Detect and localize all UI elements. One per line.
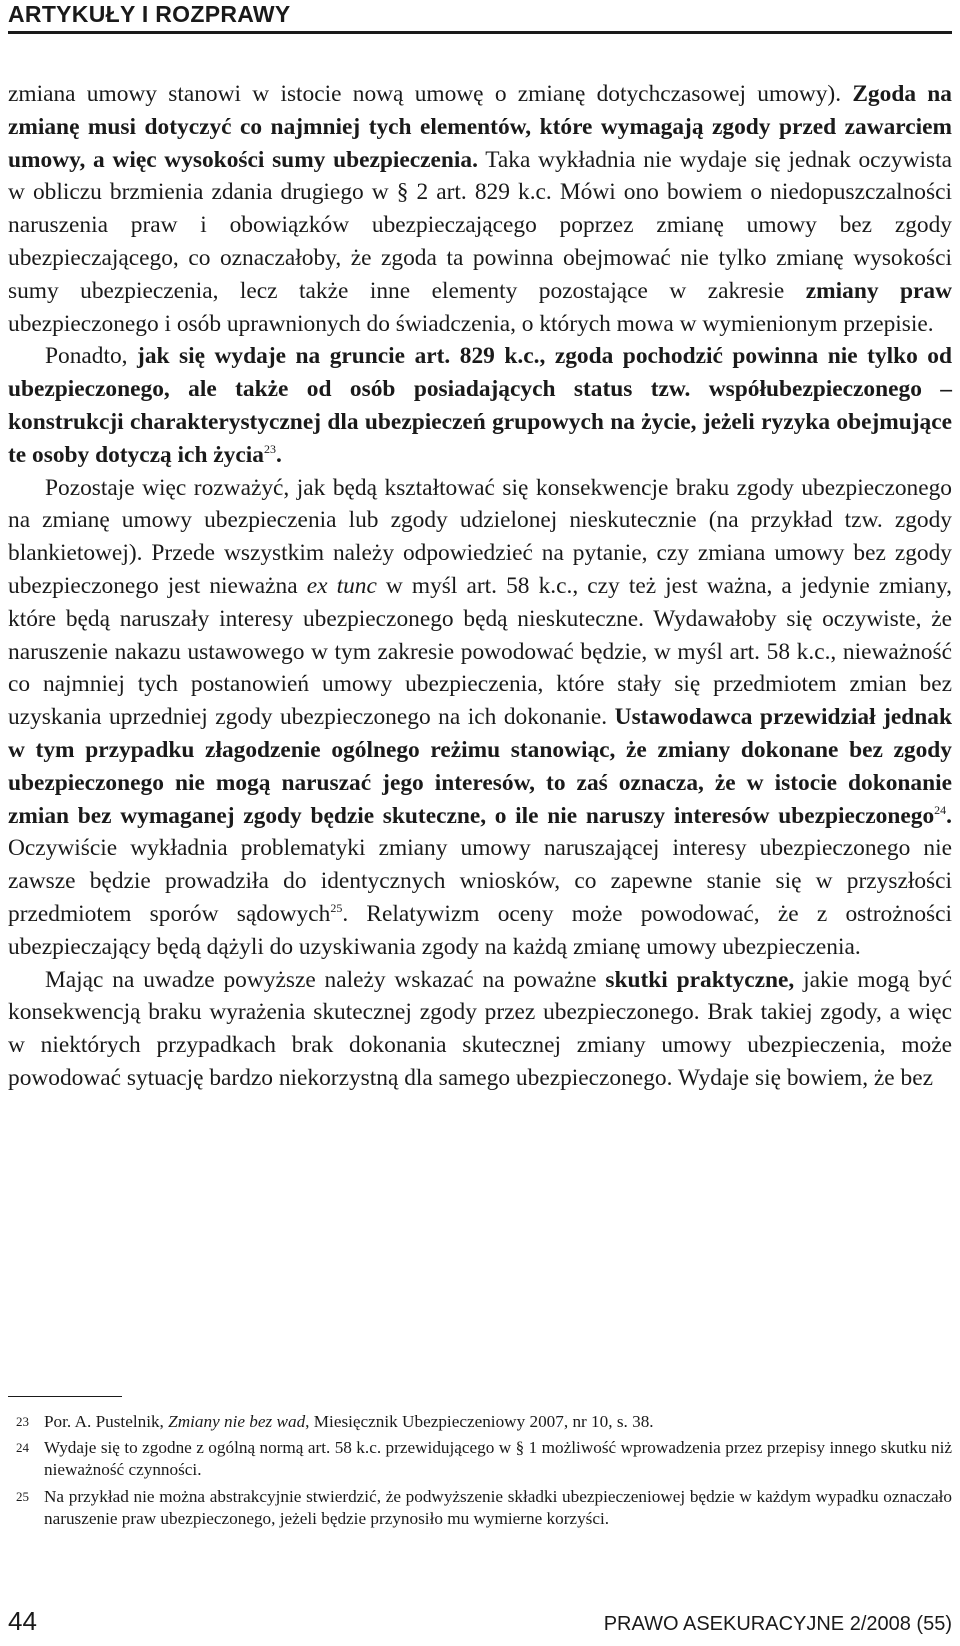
bold-text: zmiany praw	[805, 277, 953, 304]
text-run: Ponadto,	[45, 343, 138, 370]
footnote-text	[44, 1486, 952, 1530]
text-run: zmiana umowy stanowi w istocie nową umowę o zmianę dotychczasowej umowy).	[8, 81, 853, 107]
footnote-23	[8, 1411, 952, 1433]
paragraph-2	[8, 340, 952, 471]
bold-text: skutki praktyczne,	[605, 966, 795, 993]
paragraph-3	[8, 472, 952, 964]
page-footer	[8, 1606, 952, 1637]
footnote-text	[44, 1437, 952, 1481]
text-run: Na przykład nie można abstrakcyjnie stwierdzić, że podwyższenie składki ubezpieczeniowej będzie w każdym wypadku oznaczało naruszenie praw ubezpieczonego, jeżeli będzie przynosiło mu wymierne korzyści.	[44, 1486, 952, 1528]
footnote-25	[8, 1486, 952, 1530]
text-run: jakie mogą być konsekwencją braku wyrażenia skutecznej zgody przez ubezpieczonego. Brak takiej zgody, a więc w niektórych przypadkach brak dokonania skutecznej zmiany umowy ubezpieczenia, może powodować sytuację bardzo niekorzystną dla samego ubezpieczonego. Wydaje się bowiem, że bez	[8, 966, 952, 1091]
bold-text: .	[946, 802, 952, 829]
italic-text: ex tunc	[306, 572, 377, 599]
journal-name: PRAWO ASEKURACYJNE 2/2008 (55)	[603, 1613, 952, 1635]
text-run: . Relatywizm oceny może powodować, że z ostrożności ubezpieczający będą dążyli do uzyskiwania zgody na każdą zmianę umowy ubezpieczenia.	[8, 900, 952, 960]
text-run: Por. A. Pustelnik,	[44, 1412, 169, 1431]
bold-text: Ustawodawca przewidział jednak w tym przypadku złagodzenie ogólnego reżimu stanowiąc, że zmiany dokonane bez zgody ubezpieczonego nie mogą naruszać jego interesów, to zaś oznacza, że w istocie dokonanie zmian bez wymaganej zgody będzie skuteczne, o ile nie naruszy interesów ubezpieczonego	[8, 704, 952, 829]
text-run: Mając na uwadze powyższe należy wskazać na poważne	[45, 966, 606, 993]
text-run: Oczywiście wykładnia problematyki zmiany umowy naruszającej interesy ubezpieczonego nie zawsze będzie prowadziła do identycznych wniosków, co zapewne stanie się w przyszłości przedmiotem sporów sądowych	[8, 835, 952, 927]
page-header	[8, 0, 952, 34]
text-run: Pozostaje więc rozważyć, jak będą kształtować się konsekwencje braku zgody ubezpieczonego na zmianę umowy ubezpieczenia lub zgody udzielonej nieskutecznie (na przykład tzw. zgody blankietowej). Przede wszystkim należy odpowiedzieć na pytanie, czy zmiana umowy bez zgody ubezpieczonego jest nieważna	[8, 474, 952, 599]
footnote-24	[8, 1437, 952, 1481]
text-run: ubezpieczonego i osób uprawnionych do świadczenia, o których mowa w wymienionym przepisie.	[8, 310, 934, 337]
text-run: Wydaje się to zgodne z ogólną normą art. 58 k.c. przewidującego w § 1 możliwość wprowadzenia przez przepisy innego skutku niż nieważność czynności.	[44, 1438, 952, 1480]
footnote-number: 25	[16, 1488, 29, 1504]
header-rule	[8, 31, 952, 34]
article-body	[8, 78, 952, 1095]
bold-text: jak się wydaje na gruncie art. 829 k.c., zgoda pochodzić powinna nie tylko od ubezpieczonego, ale także od osób posiadających status tzw. współubezpieczonego – konstrukcji charakterystycznej dla ubezpieczeń grupowych na życie, jeżeli ryzyka obejmujące te osoby dotyczą ich życia	[8, 343, 952, 468]
footnote-number: 24	[16, 1440, 29, 1456]
bold-text: Zgoda na zmianę musi dotyczyć co najmniej tych elementów, które wymagają zgody przed zawarciem umowy, a więc wysokości sumy ubezpieczenia.	[8, 81, 952, 173]
footnote-number: 23	[16, 1414, 29, 1429]
footnote-reference: 25	[330, 901, 343, 916]
footnotes	[8, 1411, 952, 1534]
footnote-reference: 23	[263, 441, 276, 456]
paragraph-4	[8, 964, 952, 1095]
italic-text: Zmiany nie bez wad	[168, 1412, 306, 1431]
footnote-text	[44, 1411, 952, 1433]
footnote-reference: 24	[934, 802, 947, 817]
text-run: w myśl art. 58 k.c., czy też jest ważna, a jedynie zmiany, które będą naruszały interesy ubezpieczonego będą nieskuteczne. Wydawałoby się oczywiste, że naruszenie nakazu ustawowego w tym zakresie powodować będzie, w myśl art. 58 k.c., nieważność co najmniej tych postanowień umowy ubezpieczenia, które stały się przedmiotem zmian bez uzyskania uprzedniej zgody ubezpieczonego na ich dokonanie.	[8, 572, 952, 731]
bold-text: .	[275, 441, 282, 468]
text-run: Taka wykładnia nie wydaje się jednak oczywista w obliczu brzmienia zdania drugiego w § 2 art. 829 k.c. Mówi ono bowiem o niedopuszczalności naruszenia praw i obowiązków ubezpieczającego poprzez zmianę umowy bez zgody ubezpieczającego, co oznaczałoby, że zgoda ta powinna obejmować nie tylko zmianę wysokości sumy ubezpieczenia, lecz także inne elementy pozostające w zakresie	[8, 146, 952, 304]
footnote-separator	[8, 1396, 122, 1397]
text-run: , Miesięcznik Ubezpieczeniowy 2007, nr 10, s. 38.	[305, 1412, 654, 1431]
section-title: ARTYKUŁY I ROZPRAWY	[8, 1, 291, 27]
page-number: 44	[8, 1606, 37, 1636]
paragraph-1	[8, 78, 952, 340]
